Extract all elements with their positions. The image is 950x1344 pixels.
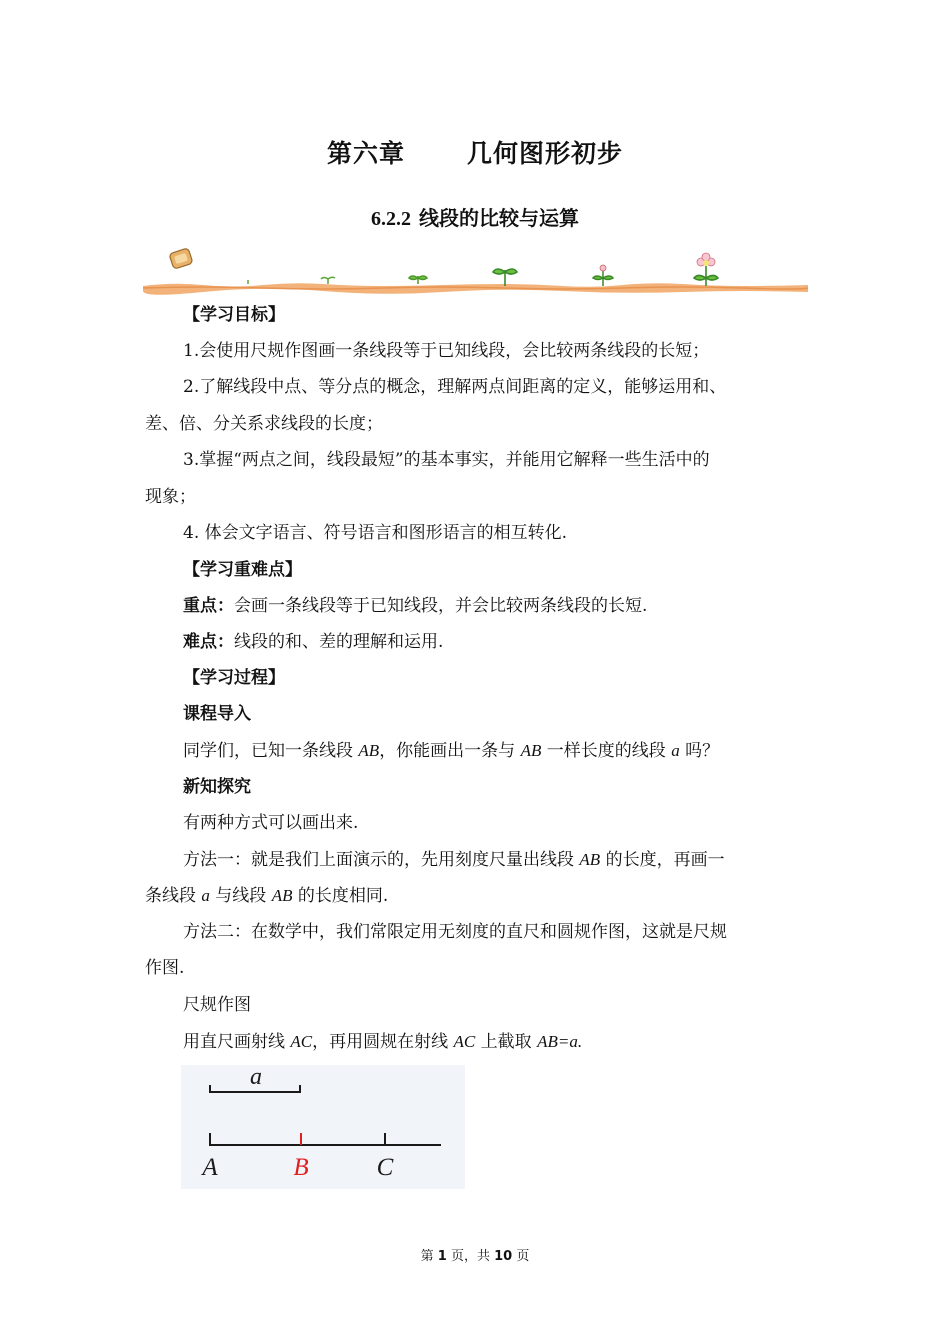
method-2-line-1: 方法二：在数学中，我们常限定用无刻度的直尺和圆规作图，这就是尺规 — [183, 922, 727, 942]
goal-item-3-line-1: 3.掌握“两点之间，线段最短”的基本事实，并能用它解释一些生活中的 — [183, 450, 710, 470]
ray-ac — [210, 1133, 441, 1145]
small-flower-icon — [593, 265, 613, 286]
section-name: 线段的比较与运算 — [419, 206, 579, 230]
point-c-label: C — [376, 1154, 394, 1181]
segment-ab-label: AB — [520, 741, 542, 760]
goals-heading: 【学习目标】 — [183, 305, 285, 325]
goal-item-3-line-2: 现象； — [145, 487, 196, 507]
segment-a-text: a — [250, 1065, 262, 1090]
focus-line — [183, 588, 848, 625]
intro-heading: 课程导入 — [183, 704, 251, 724]
bread-icon — [169, 248, 193, 269]
method-1-part: 条线段 — [145, 886, 202, 906]
footer-part: 页 — [516, 1249, 530, 1264]
method-2-line-2: 作图. — [145, 958, 185, 978]
difficulty-label: 难点： — [183, 632, 234, 652]
intro-text-part: 同学们，已知一条线段 — [183, 741, 359, 761]
goal-item-2-line-1: 2.了解线段中点、等分点的概念，理解两点间距离的定义，能够运用和、 — [183, 377, 727, 397]
construction-figure — [181, 1065, 465, 1189]
keypoints-heading: 【学习重难点】 — [183, 560, 302, 580]
chapter-title — [0, 134, 950, 170]
method-1-part: 的长度，再画一 — [600, 850, 725, 870]
current-page-number: 1 — [437, 1249, 447, 1264]
ray-ac-label: AC — [453, 1032, 476, 1051]
soil-line — [143, 283, 808, 295]
ray-ac-label: AC — [290, 1032, 313, 1051]
chapter-name: 几何图形初步 — [467, 139, 624, 168]
construct-text — [183, 1023, 848, 1061]
goal-item-1: 1.会使用尺规作图画一条线段等于已知线段，会比较两条线段的长短； — [183, 341, 710, 361]
segment-ab-label: AB — [271, 886, 293, 905]
total-pages: 10 — [494, 1249, 513, 1264]
intro-text — [183, 732, 848, 770]
segment-ab-label: AB — [358, 741, 380, 760]
goal-item-2-line-2: 差、倍、分关系求线段的长度； — [145, 414, 383, 434]
method-1-part: 与线段 — [209, 886, 272, 906]
method-1-line-2 — [145, 877, 810, 915]
construct-part: ，再用圆规在射线 — [312, 1032, 454, 1052]
construction-diagram — [181, 1065, 465, 1189]
page-footer — [0, 1245, 950, 1264]
focus-label: 重点： — [183, 596, 234, 616]
construct-part: 上截取 — [475, 1032, 538, 1052]
explore-heading: 新知探究 — [183, 777, 251, 797]
segment-ab-label: AB — [579, 850, 601, 869]
process-heading: 【学习过程】 — [183, 668, 285, 688]
goal-item-4: 4. 体会文字语言、符号语言和图形语言的相互转化. — [183, 523, 568, 543]
difficulty-text: 线段的和、差的理解和运用. — [234, 632, 444, 652]
construct-part: 用直尺画射线 — [183, 1032, 291, 1052]
section-number: 6.2.2 — [371, 208, 411, 230]
intro-text-part: ，你能画出一条与 — [379, 741, 521, 761]
point-a-label: A — [202, 1154, 218, 1181]
focus-text: 会画一条线段等于已知线段，并会比较两条线段的长短. — [234, 596, 648, 616]
footer-part: 页，共 — [450, 1249, 490, 1264]
construct-heading: 尺规作图 — [183, 995, 251, 1015]
segment-a-label: a — [201, 886, 210, 905]
method-1-part: 的长度相同. — [292, 886, 389, 906]
decorative-banner — [143, 248, 808, 296]
intro-text-part: 吗？ — [679, 741, 720, 761]
chapter-label: 第六章 — [326, 139, 405, 168]
method-1-line-1 — [183, 841, 848, 879]
section-title — [0, 202, 950, 231]
point-b-label: B — [293, 1154, 309, 1181]
flower-icon — [694, 253, 718, 286]
intro-text-part: 一样长度的线段 — [541, 741, 672, 761]
segment-a-label: a — [671, 741, 680, 760]
explore-text: 有两种方式可以画出来. — [183, 813, 359, 833]
difficulty-line — [183, 624, 848, 661]
method-1-part: 方法一：就是我们上面演示的，先用刻度尺量出线段 — [183, 850, 580, 870]
footer-part: 第 — [420, 1249, 434, 1264]
equation-ab-a: AB=a. — [537, 1032, 583, 1051]
